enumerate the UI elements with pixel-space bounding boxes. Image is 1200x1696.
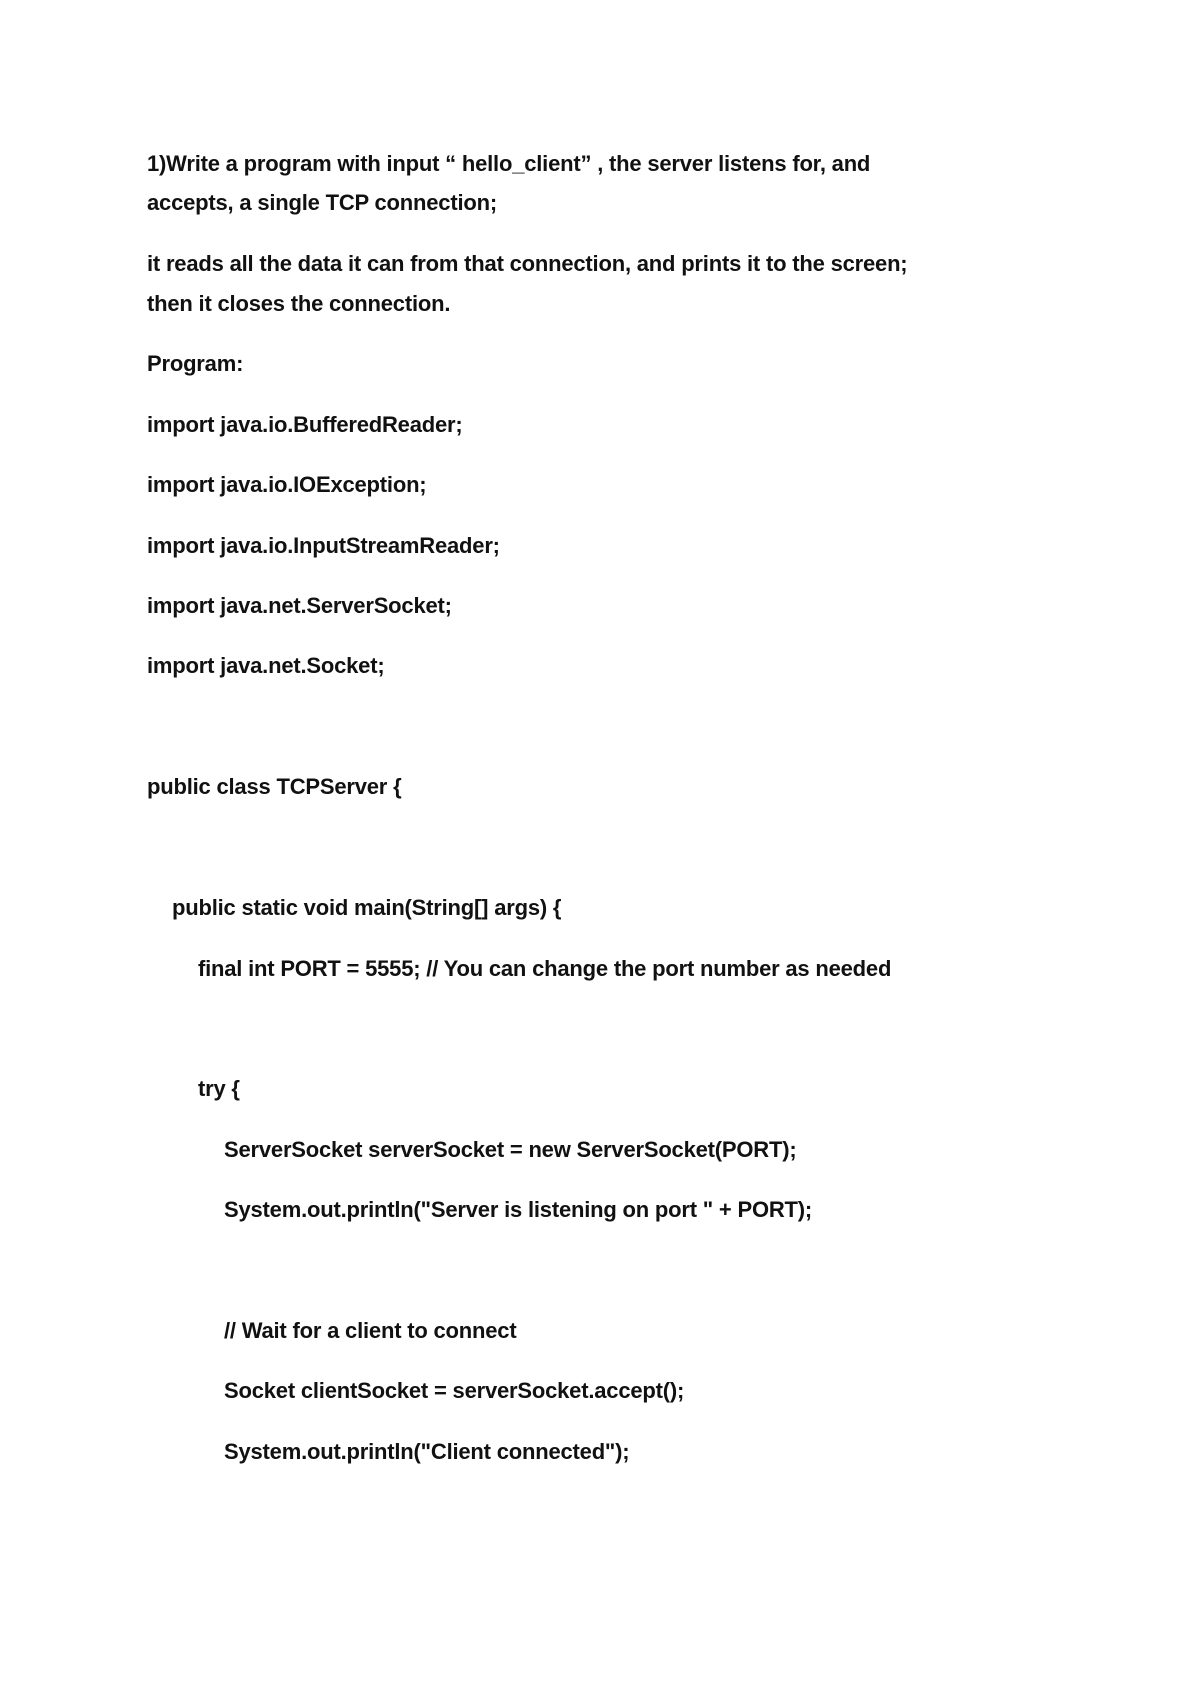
question-line-4: then it closes the connection. bbox=[147, 291, 451, 316]
question-line-3: it reads all the data it can from that connection, and prints it to the screen; bbox=[147, 251, 908, 276]
code-line: System.out.println("Client connected"); bbox=[224, 1439, 630, 1464]
code-line: import java.io.IOException; bbox=[147, 472, 427, 497]
code-line: public static void main(String[] args) { bbox=[172, 895, 562, 920]
code-line: import java.net.Socket; bbox=[147, 653, 385, 678]
program-label: Program: bbox=[147, 351, 244, 376]
code-line: import java.io.BufferedReader; bbox=[147, 412, 463, 437]
code-line: public class TCPServer { bbox=[147, 774, 402, 799]
code-comment-line: // Wait for a client to connect bbox=[224, 1318, 517, 1343]
code-line: Socket clientSocket = serverSocket.accept(); bbox=[224, 1378, 685, 1403]
question-line-1: 1)Write a program with input “ hello_client” , the server listens for, and bbox=[147, 151, 871, 176]
code-line: ServerSocket serverSocket = new ServerSocket(PORT); bbox=[224, 1137, 797, 1162]
code-line: import java.io.InputStreamReader; bbox=[147, 533, 500, 558]
question-line-2: accepts, a single TCP connection; bbox=[147, 190, 497, 215]
code-line: import java.net.ServerSocket; bbox=[147, 593, 452, 618]
code-line: final int PORT = 5555; // You can change the port number as needed bbox=[198, 956, 892, 981]
code-line: System.out.println("Server is listening on port " + PORT); bbox=[224, 1197, 813, 1222]
code-line: try { bbox=[198, 1076, 240, 1101]
